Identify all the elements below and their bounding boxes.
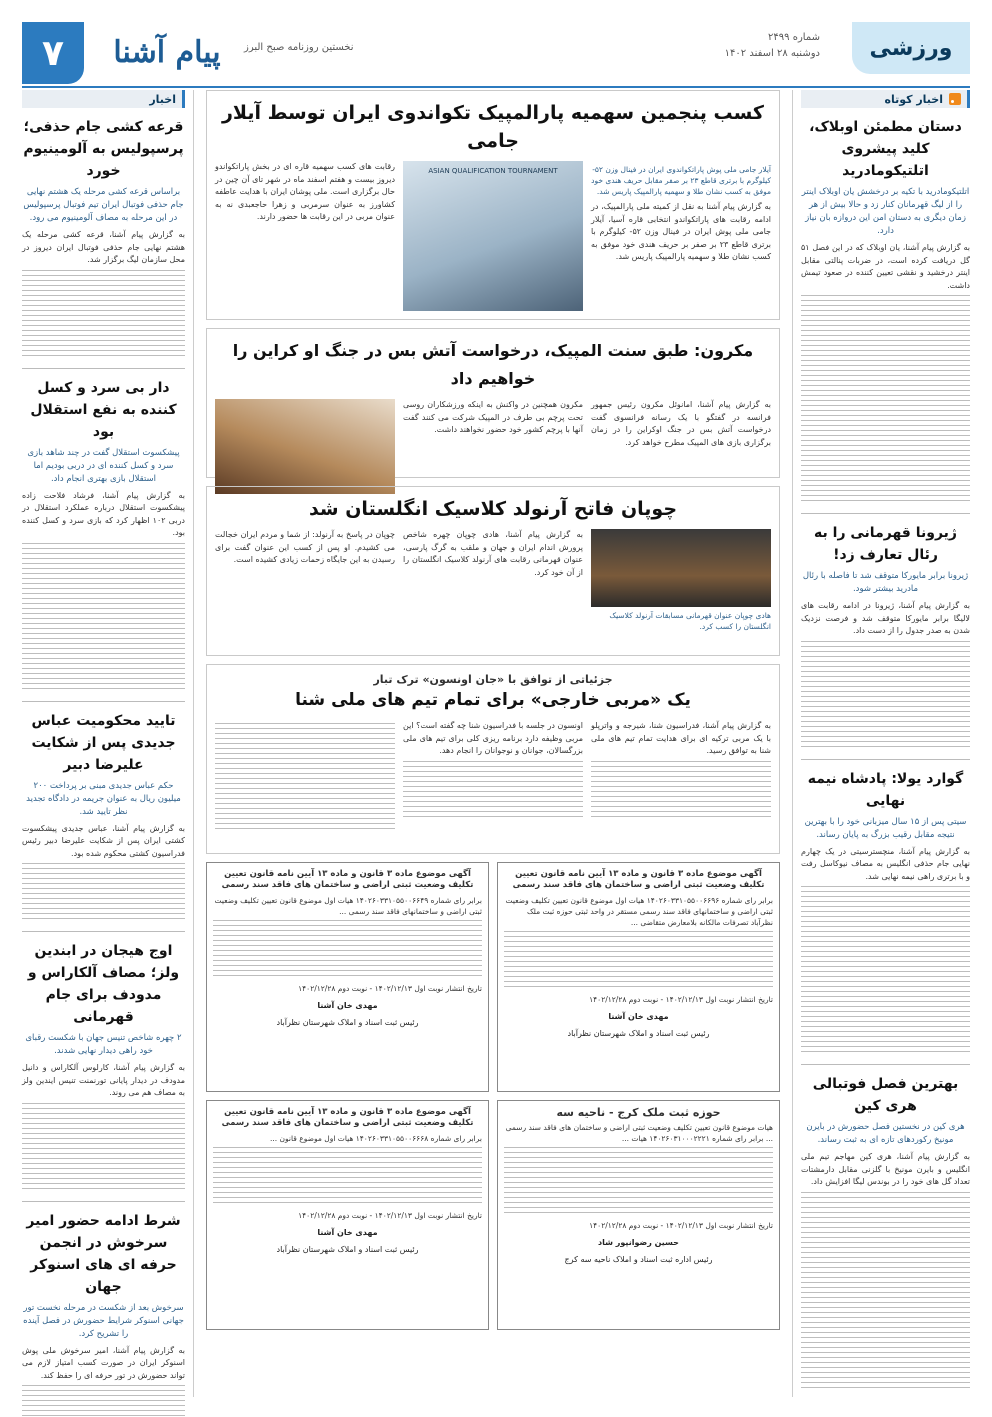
headline[interactable]: تایید محکومیت عباس جدیدی پس از شکایت علیرضا دبیر [31,712,176,773]
tagline: نخستین روزنامه صبح البرز [244,42,354,53]
article-text-block [22,270,185,360]
story-text-middle [403,529,583,632]
story-text-right [591,161,771,311]
lede: سیتی پس از ۱۵ سال میزبانی خود را با بهترین نتیجه مقابل رقیب بزرگ به پایان رساند. [804,816,967,840]
legal-notice [497,862,780,1092]
notice-date: تاریخ انتشار نوبت اول ۱۴۰۲/۱۲/۱۳ - نوبت دوم ۱۴۰۲/۱۲/۲۸ [298,984,482,993]
article-body: به گزارش پیام آشنا، یان اوبلاک که در این فصل ۵۱ گل دریافت کرده است، در ضربات پنالتی مقابل اینتر درخشید و نقشی تعیین کننده در صعود تیمش داشت. [801,243,970,290]
lede: ژیرونا برابر مایورکا متوقف شد تا فاصله با رئال مادرید بیشتر شود. [802,571,969,594]
issue-number: شماره ۲۴۹۹ [768,32,820,43]
notice-text-block [213,920,482,980]
story-text-right [591,720,771,836]
photo-sign-text: ASIAN QUALIFICATION TOURNAMENT [428,167,558,175]
rss-icon [949,93,961,105]
notice-title: حوزه ثبت ملک کرج - ناحیه سه [556,1106,721,1119]
lede: حکم عباس جدیدی مبنی بر پرداخت ۲۰۰ میلیون ریال به عنوان جریمه در دادگاه تجدید نظر تایید شد. [26,780,181,817]
divider [22,701,185,702]
short-news-item [801,522,970,751]
headline[interactable]: گوارد یولا: پادشاه نیمه نهایی [807,770,964,809]
article-text-block [801,295,970,505]
article-body: به گزارش پیام آشنا، قرعه کشی مرحله یک هشتم نهایی جام حذفی فوتبال ایران دیروز در محل سازمان لیگ برگزار شد. [22,230,185,264]
story-photo-block [403,161,583,311]
section-title: ورزشی [852,22,970,74]
article-text-block [215,723,395,833]
rubric-label: اخبار [149,92,176,106]
headline[interactable]: قرعه کشی جام حذفی؛ پرسپولیس به آلومینیوم خورد [23,119,184,179]
article-body: به گزارش پیام آشنا، امانوئل مکرون رئیس جمهور فرانسه در گفتگو با یک رسانه فرانسوی گفت درخواست آتش بس در جنگ اوکراین را در زمان برگزاری بازی های المپیک مطرح خواهد کرد. [591,400,771,447]
article-text-block [591,761,771,821]
headline[interactable]: مکرون: طبق سنت المپیک، درخواست آتش بس در جنگ او کراین را خواهیم داد [232,341,754,388]
article-body: به گزارش پیام آشنا، عباس جدیدی پیشکسوت کشتی ایران پس از شکایت علیرضا دبیر رئیس فدراسیون کشتی محکوم شده بود. [22,823,185,858]
story-text-middle [403,399,583,494]
article-body: اونسون در جلسه با فدراسیون شنا چه گفته است؟ این مربی وظیفه دارد برنامه ریزی کلی برای تیم های ملی بزرگسالان، جوانان و نوجوانان را انجام دهد. [403,721,583,755]
notice-text-block [504,931,773,991]
lede: براساس قرعه کشی مرحله یک هشتم نهایی جام حذفی فوتبال ایران تیم فوتبال پرسپولیس در این مرحله به مصاف آلومینیوم می رود. [23,187,184,223]
issue-date: دوشنبه ۲۸ اسفند ۱۴۰۲ [724,48,820,59]
page-number: ۷ [22,22,84,84]
story-choopan [206,486,780,656]
notice-title: آگهی موضوع ماده ۳ قانون و ماده ۱۳ آیین نامه قانون تعیین تکلیف وضعیت ثبتی اراضی و ساختمان های فاقد سند رسمی [221,869,474,890]
notice-body: برابر رای شماره ۱۴۰۲۶۰۳۳۱۰۵۵۰۰۶۶۶۸ هیات اول موضوع قانون ... [270,1134,482,1143]
notice-signer: مهدی خان آشنا [317,1001,378,1010]
article-text-block [801,1192,970,1392]
story-text-middle [403,720,583,836]
masthead [22,22,970,84]
divider [801,513,970,514]
article-text-block [22,863,185,923]
short-news-item [801,768,970,1057]
section-header [820,22,970,84]
legal-notice [497,1100,780,1330]
divider [22,368,185,369]
notice-role: رئیس ثبت اسناد و املاک شهرستان نظرآباد [276,1245,419,1254]
news-item [22,377,185,693]
left-column [22,90,194,1397]
divider [801,759,970,760]
header-divider [22,86,970,88]
taekwondo-photo [403,161,583,311]
macron-photo [215,399,395,494]
notice-body: برابر رای شماره ۱۴۰۲۶۰۳۳۱۰۵۵۰۰۶۶۴۹ هیات اول موضوع قانون تعیین تکلیف وضعیت ثبتی اراضی و ساختمانهای فاقد سند رسمی ... [214,896,482,916]
story-photo-block [215,399,395,494]
divider [801,1064,970,1065]
legal-notices [206,862,780,1330]
story-swimming-coach [206,664,780,854]
news-item [22,1210,185,1417]
notice-role: رئیس ثبت اسناد و املاک شهرستان نظرآباد [567,1029,710,1038]
headline[interactable]: کسب پنجمین سهمیه پارالمپیک تکواندوی ایران توسط آیلار جامی [221,102,764,152]
article-body: به گزارش پیام آشنا، امیر سرخوش ملی پوش اسنوکر ایران در صورت کسب امتیاز لازم می تواند حضورش در تور حرفه ای را حفظ کند. [22,1345,185,1380]
newspaper-logo: پیام آشنا [113,34,221,70]
short-news-item [801,116,970,505]
notice-body: هیات موضوع قانون تعیین تکلیف وضعیت ثبتی اراضی و ساختمان های فاقد سند رسمی ... برابر رای شماره ۱۴۰۲۶۰۳۱۰۰۰۲۲۲۱ هیات ... [505,1123,773,1143]
notice-role: رئیس ثبت اسناد و املاک شهرستان نظرآباد [276,1018,419,1027]
article-body: به گزارش پیام آشنا، هادی چوپان چهره شاخص پرورش اندام ایران و جهان و ملقب به گرگ پارسی، عنوان قهرمانی رقابت های آرنولد کلاسیک انگلستان را از آن خود کرد. [403,530,583,577]
headline[interactable]: دار بی سرد و کسل کننده به نفع استقلال بود [30,379,177,440]
notice-text-block [213,1147,482,1207]
news-item [22,940,185,1193]
headline[interactable]: ژیرونا قهرمانی را به رئال تعارف زد! [814,525,957,563]
article-text-block [403,761,583,821]
story-text-left [215,529,395,632]
article-body: به گزارش پیام آشنا، کارلوس آلکاراس و دانیل مدودف در دیدار پایانی تورنمنت تنیس ایندین ولز به مصاف هم می روند. [22,1063,185,1097]
notice-text-block [504,1147,773,1217]
lead-story-taekwondo [206,90,780,320]
article-body: به گزارش پیام آشنا، منچسترسیتی در یک چهارم نهایی جام حذفی انگلیس به مصاف نیوکاسل رفت و با برتری راهی نیمه نهایی شد. [801,846,970,881]
photo-caption: هادی چوپان عنوان قهرمانی مسابقات آرنولد کلاسیک انگلستان را کسب کرد. [609,611,771,631]
bodybuilder-photo [591,529,771,607]
notice-date: تاریخ انتشار نوبت اول ۱۴۰۲/۱۲/۱۳ - نوبت دوم ۱۴۰۲/۱۲/۲۸ [589,1221,773,1230]
lede: سرخوش بعد از شکست در مرحله نخست تور جهانی اسنوکر شرایط حضورش در فصل آینده را تشریح کرد. [23,1302,184,1339]
brand-block [22,22,382,84]
notice-body: برابر رای شماره ۱۴۰۲۶۰۳۳۱۰۵۵۰۰۶۶۹۶ هیات اول موضوع قانون تعیین تکلیف وضعیت ثبتی اراضی و ساختمانهای فاقد سند رسمی مستقر در واحد ثبتی حوزه ثبت ملک نظرآباد تصرفات مالکانه بلامعارض متقاضی ... [505,896,773,927]
article-text-block [22,1103,185,1193]
notice-title: آگهی موضوع ماده ۳ قانون و ماده ۱۳ آیین نامه قانون تعیین تکلیف وضعیت ثبتی اراضی و ساختمان های فاقد سند رسمی [221,1107,474,1128]
article-body: مکرون همچنین در واکنش به اینکه ورزشکاران روسی تحت پرچم بی طرف در المپیک شرکت می کنند گفت آنها با پرچم کشور خود حضور نخواهند داشت. [403,400,583,434]
news-item [22,710,185,924]
story-photo-block [591,529,771,632]
article-text-block [22,543,185,693]
article-text-block [801,886,970,1056]
story-text-left [215,720,395,836]
notice-date: تاریخ انتشار نوبت اول ۱۴۰۲/۱۲/۱۳ - نوبت دوم ۱۴۰۲/۱۲/۲۸ [298,1211,482,1220]
headline[interactable]: چوپان فاتح آرنولد کلاسیک انگلستان شد [308,498,678,520]
story-text-left [215,161,395,311]
headline[interactable]: شرط ادامه حضور امیر سرخوش در انجمن حرفه ای های اسنوکر جهان [26,1212,181,1295]
lede: اتلتیکومادرید با تکیه بر درخشش یان اوبلاک اینتر را از لیگ قهرمانان کنار زد و حالا بیش از هر زمان دیگری به دستان امن این دروازه بان نیاز دارد. [801,187,970,236]
article-body: به گزارش پیام آشنا به نقل از کمیته ملی پارالمپیک، در ادامه رقابت های پاراتکواندو انتخابی قاره آسیا، آیلار جامی ملی پوش ایران در فینال وزن ۵۲- کیلوگرم با برتری قاطع ۲۳ بر صفر بر حریف هندی خود موفق به کسب نشان طلا و سهمیه پارالمپیک پاریس شد. [591,202,771,261]
kicker: جزئیاتی از توافق با «جان اونسون» ترک تبار [373,673,613,686]
article-body: به گزارش پیام آشنا، فرشاد فلاحت زاده پیشکسوت استقلال درباره عملکرد استقلال در دربی ۱۰۲ اظهار کرد که بازی سرد و کسل کننده بود. [22,490,185,537]
notice-role: رئیس اداره ثبت اسناد و املاک ناحیه سه کرج [564,1255,713,1264]
lede: پیشکسوت استقلال گفت در چند شاهد بازی سرد و کسل کننده ای در دربی بودیم اما استقلال بازی بهتری انجام داد. [27,447,180,484]
divider [22,1201,185,1202]
notice-date: تاریخ انتشار نوبت اول ۱۴۰۲/۱۲/۱۳ - نوبت دوم ۱۴۰۲/۱۲/۲۸ [589,995,773,1004]
article-body: رقابت های کسب سهمیه قاره ای در بخش پاراتکواندو دیروز بیست و هفتم اسفند ماه در شهر تای آن چین در حال برگزاری است. ملی پوشان ایران با هدایت عاطفه کشاورز به عنوان سرمربی و زهرا حاجعبدی نه به عنوان مربی در این رقابت ها حضور دارند. [215,162,395,221]
news-item [22,116,185,360]
headline[interactable]: یک «مربی خارجی» برای تمام تیم های ملی شنا [295,690,691,710]
headline[interactable]: بهترین فصل فوتبالی هری کین [812,1076,959,1114]
article-text-block [801,641,970,751]
notice-signer: مهدی خان آشنا [608,1012,669,1021]
article-body: چوپان در پاسخ به آرنولد: از شما و مردم ایران خجالت می کشیدم. او پس از کسب این عنوان گفت برای رسیدن به این جایگاه زحمات زیادی کشیده است. [215,530,395,564]
center-column [206,90,780,1397]
right-column [792,90,970,1397]
article-body: به گزارش پیام آشنا، فدراسیون شنا، شیرجه و واترپلو با یک مربی ترکیه ای برای هدایت تمام تیم های ملی شنا به توافق رسید. [591,721,771,755]
story-macron [206,328,780,478]
rubric-news [22,90,185,108]
story-text-right [591,399,771,494]
issue-info [680,30,820,62]
notice-signer: مهدی خان آشنا [317,1228,378,1237]
article-body: به گزارش پیام آشنا، هری کین مهاجم تیم ملی انگلیس و بایرن مونیخ با گلزنی مقابل دارمشتات تعداد گل های خود را در بوندس لیگا افزایش داد. [801,1152,970,1186]
article-text-block [22,1385,185,1417]
notice-title: آگهی موضوع ماده ۳ قانون و ماده ۱۳ آیین نامه قانون تعیین تکلیف وضعیت ثبتی اراضی و ساختمان های فاقد سند رسمی [512,869,765,890]
divider [22,931,185,932]
article-body: به گزارش پیام آشنا، ژیرونا در ادامه رقابت های لالیگا برابر مایورکا متوقف شد و فرصت نزدیک شدن به صدر جدول را از دست داد. [801,601,970,635]
notice-signer: حسین رضوانپور شاد [598,1238,679,1247]
short-news-item [801,1073,970,1392]
legal-notice [206,862,489,1092]
photo-caption: آیلار جامی ملی پوش پاراتکواندوی ایران در فینال وزن ۵۲- کیلوگرم با برتری قاطع ۲۳ بر صفر مقابل حریف هندی خود موفق به کسب نشان طلا و سهمیه پارالمپیک پاریس شد. [591,165,771,196]
headline[interactable]: اوج هیجان در ابندین ولز؛ مصاف آلکاراس و مدودف برای جام قهرمانی [27,943,180,1025]
rubric-short-news [801,90,970,108]
legal-notice [206,1100,489,1330]
lede: ۲ چهره شاخص تنیس جهان با شکست رقبای خود راهی دیدار نهایی شدند. [25,1033,182,1056]
rubric-label: اخبار کوتاه [884,92,943,106]
headline[interactable]: دستان مطمئن اوبلاک، کلید پیشروی اتلتیکومادرید [809,119,962,179]
lede: هری کین در نخستین فصل حضورش در بایرن مونیخ رکوردهای تازه ای به ثبت رساند. [806,1122,965,1145]
